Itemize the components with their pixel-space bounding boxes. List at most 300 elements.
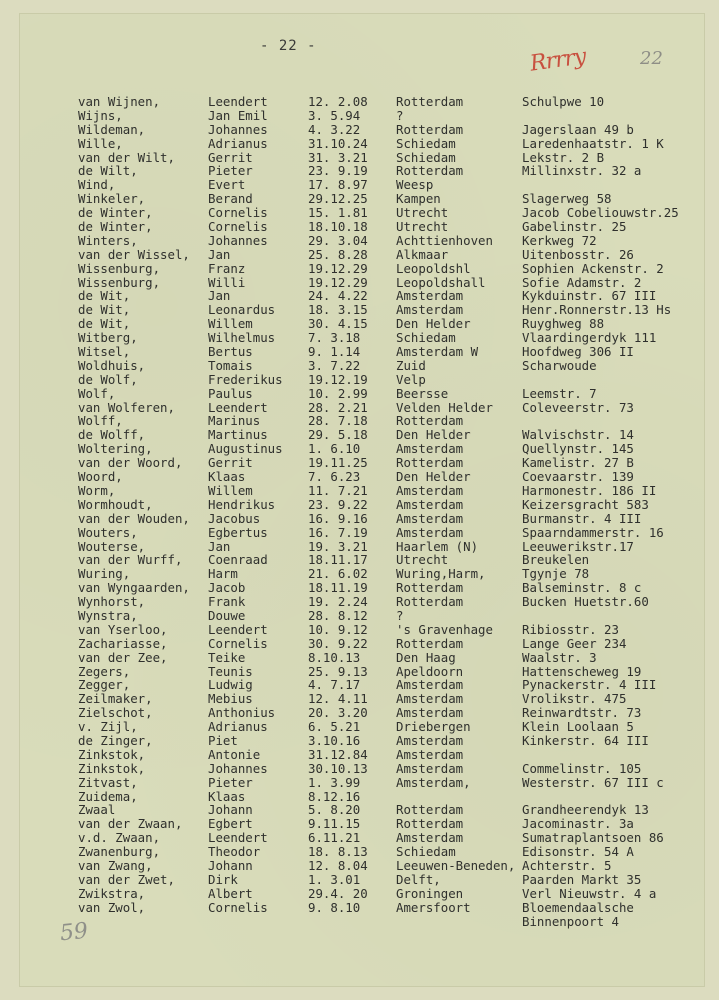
place-cell: Den Helder [396, 316, 471, 332]
place-cell: Haarlem (N) [396, 538, 479, 554]
list-row [78, 427, 698, 441]
given-name-cell: Teike [208, 649, 246, 665]
birth-date-cell: 17. 8.97 [308, 177, 368, 193]
list-row [78, 177, 698, 191]
surname-cell: Wouterse, [78, 538, 146, 554]
given-name-cell: Marinus [208, 413, 261, 429]
place-cell: Rotterdam [396, 94, 464, 109]
address-cell: Sofie Adamstr. 2 [522, 274, 642, 290]
given-name-cell: Ludwig [208, 677, 253, 693]
given-name-cell: Evert [208, 177, 246, 193]
list-row [78, 761, 698, 775]
given-name-cell: Gerrit [208, 149, 253, 165]
place-cell: Den Helder [396, 427, 471, 443]
place-cell: Schiedam [396, 844, 456, 860]
surname-cell: Wynstra, [78, 607, 138, 623]
given-name-cell: Johann [208, 802, 253, 818]
surname-cell: Zegers, [78, 663, 131, 679]
surname-cell: van der Wouden, [78, 510, 190, 526]
birth-date-cell: 23. 9.22 [308, 496, 368, 512]
address-cell: Bloemendaalsche [522, 899, 634, 915]
birth-date-cell: 12. 2.08 [308, 94, 368, 109]
surname-cell: Wouters, [78, 524, 138, 540]
list-row [78, 261, 698, 275]
place-cell: Beersse [396, 385, 449, 401]
given-name-cell: Coenraad [208, 552, 268, 568]
document-page [20, 14, 704, 986]
surname-cell: Wille, [78, 135, 123, 151]
birth-date-cell: 19.11.25 [308, 455, 368, 471]
birth-date-cell: 11. 7.21 [308, 482, 368, 498]
birth-date-cell: 6.11.21 [308, 830, 361, 846]
birth-date-cell: 28. 8.12 [308, 607, 368, 623]
list-row [78, 844, 698, 858]
birth-date-cell: 5. 8.20 [308, 802, 361, 818]
list-row [78, 288, 698, 302]
address-cell: Tgynje 78 [522, 566, 590, 582]
given-name-cell: Adrianus [208, 135, 268, 151]
address-cell: Spaarndammerstr. 16 [522, 524, 664, 540]
surname-cell: de Wolf, [78, 371, 138, 387]
list-row [78, 122, 698, 136]
surname-cell: Zachariasse, [78, 635, 168, 651]
given-name-cell: Harm [208, 566, 238, 582]
surname-cell: Wind, [78, 177, 116, 193]
given-name-cell: Leendert [208, 830, 268, 846]
birth-date-cell: 8.10.13 [308, 649, 361, 665]
place-cell: Amsterdam [396, 760, 464, 776]
list-row [78, 330, 698, 344]
birth-date-cell: 10. 2.99 [308, 385, 368, 401]
given-name-cell: Albert [208, 885, 253, 901]
surname-cell: Zeilmaker, [78, 691, 153, 707]
given-name-cell: Adrianus [208, 719, 268, 735]
address-cell: Slagerweg 58 [522, 191, 612, 207]
birth-date-cell: 4. 7.17 [308, 677, 361, 693]
list-row [78, 691, 698, 705]
place-cell: ? [396, 107, 404, 123]
surname-cell: de Winter, [78, 205, 153, 221]
list-row [78, 455, 698, 469]
list-row [78, 872, 698, 886]
surname-cell: Witberg, [78, 330, 138, 346]
address-cell: Leeuwerikstr.17 [522, 538, 634, 554]
list-row [78, 650, 698, 664]
list-row [78, 163, 698, 177]
address-cell: Achterstr. 5 [522, 857, 612, 873]
birth-date-cell: 9.11.15 [308, 816, 361, 832]
surname-cell: de Wit, [78, 316, 131, 332]
given-name-cell: Egbert [208, 816, 253, 832]
birth-date-cell: 24. 4.22 [308, 288, 368, 304]
given-name-cell: Anthonius [208, 705, 276, 721]
address-cell: Burmanstr. 4 III [522, 510, 642, 526]
place-cell: Amersfoort [396, 899, 471, 915]
address-cell: Waalstr. 3 [522, 649, 597, 665]
list-row [78, 469, 698, 483]
birth-date-cell: 4. 3.22 [308, 121, 361, 137]
given-name-cell: Bertus [208, 344, 253, 360]
given-name-cell: Frederikus [208, 371, 283, 387]
list-row [78, 539, 698, 553]
surname-cell: Zinkstok, [78, 746, 146, 762]
birth-date-cell: 8.12.16 [308, 788, 361, 804]
list-row [78, 150, 698, 164]
birth-date-cell: 3. 5.94 [308, 107, 361, 123]
given-name-cell: Cornelis [208, 899, 268, 915]
birth-date-cell: 30. 9.22 [308, 635, 368, 651]
list-row [78, 886, 698, 900]
given-name-cell: Egbertus [208, 524, 268, 540]
place-cell: Utrecht [396, 205, 449, 221]
address-cell: Jacob Cobeliouwstr.25 [522, 205, 679, 221]
list-row [78, 636, 698, 650]
surname-cell: v. Zijl, [78, 719, 138, 735]
address-cell: Kerkweg 72 [522, 232, 597, 248]
surname-cell: Wildeman, [78, 121, 146, 137]
place-cell: Amsterdam [396, 441, 464, 457]
surname-cell: Zinkstok, [78, 760, 146, 776]
list-row [78, 816, 698, 830]
surname-cell: Witsel, [78, 344, 131, 360]
place-cell: ? [396, 607, 404, 623]
list-row [78, 622, 698, 636]
list-row [78, 94, 698, 108]
place-cell: Rotterdam [396, 594, 464, 610]
address-cell: Hoofdweg 306 II [522, 344, 634, 360]
place-cell: Velp [396, 371, 426, 387]
list-row [78, 525, 698, 539]
given-name-cell: Pieter [208, 163, 253, 179]
surname-cell: Wynhorst, [78, 594, 146, 610]
address-cell: Pynackerstr. 4 III [522, 677, 657, 693]
surname-cell: Zielschot, [78, 705, 153, 721]
given-name-cell: Theodor [208, 844, 261, 860]
place-cell: Groningen [396, 885, 464, 901]
list-row [78, 830, 698, 844]
address-cell: Walvischstr. 14 [522, 427, 634, 443]
given-name-cell: Leendert [208, 94, 268, 109]
birth-date-cell: 28. 2.21 [308, 399, 368, 415]
given-name-cell: Johannes [208, 760, 268, 776]
given-name-cell: Paulus [208, 385, 253, 401]
list-row [78, 302, 698, 316]
given-name-cell: Pieter [208, 774, 253, 790]
birth-date-cell: 21. 6.02 [308, 566, 368, 582]
address-cell: Klein Loolaan 5 [522, 719, 634, 735]
birth-date-cell: 29. 3.04 [308, 232, 368, 248]
given-name-cell: Wilhelmus [208, 330, 276, 346]
birth-date-cell: 19. 2.24 [308, 594, 368, 610]
place-cell: Amsterdam [396, 496, 464, 512]
address-cell: Paarden Markt 35 [522, 871, 642, 887]
given-name-cell: Douwe [208, 607, 246, 623]
place-cell: Delft, [396, 871, 441, 887]
address-cell: Jagerslaan 49 b [522, 121, 634, 137]
address-cell: Commelinstr. 105 [522, 760, 642, 776]
list-row [78, 441, 698, 455]
place-cell: Amsterdam [396, 746, 464, 762]
place-cell: Rotterdam [396, 121, 464, 137]
place-cell: Achttienhoven [396, 232, 493, 248]
surname-cell: de Wit, [78, 302, 131, 318]
given-name-cell: Tomais [208, 357, 253, 373]
birth-date-cell: 6. 5.21 [308, 719, 361, 735]
given-name-cell: Jacob [208, 580, 246, 596]
place-cell: Amsterdam [396, 705, 464, 721]
place-cell: Driebergen [396, 719, 471, 735]
given-name-cell: Augustinus [208, 441, 283, 457]
place-cell: Velden Helder [396, 399, 493, 415]
surname-cell: de Zinger, [78, 732, 153, 748]
address-cell: Lange Geer 234 [522, 635, 627, 651]
list-row [78, 677, 698, 691]
list-row [78, 511, 698, 525]
birth-date-cell: 18. 3.15 [308, 302, 368, 318]
address-cell: Scharwoude [522, 357, 597, 373]
list-row [78, 372, 698, 386]
list-row [78, 136, 698, 150]
list-row [78, 608, 698, 622]
given-name-cell: Willi [208, 274, 246, 290]
given-name-cell: Jacobus [208, 510, 261, 526]
list-row [78, 914, 698, 928]
place-cell: Amsterdam [396, 510, 464, 526]
list-row [78, 219, 698, 233]
surname-cell: van Wyngaarden, [78, 580, 190, 596]
address-cell: Westerstr. 67 III c [522, 774, 664, 790]
address-cell: Grandheerendyk 13 [522, 802, 649, 818]
place-cell: Rotterdam [396, 580, 464, 596]
given-name-cell: Klaas [208, 788, 246, 804]
place-cell: Amsterdam [396, 691, 464, 707]
list-row [78, 247, 698, 261]
list-row [78, 233, 698, 247]
birth-date-cell: 1. 3.99 [308, 774, 361, 790]
list-row [78, 802, 698, 816]
birth-date-cell: 12. 8.04 [308, 857, 368, 873]
place-cell: Amsterdam [396, 732, 464, 748]
birth-date-cell: 25. 8.28 [308, 246, 368, 262]
given-name-cell: Johann [208, 857, 253, 873]
birth-date-cell: 7. 3.18 [308, 330, 361, 346]
place-cell: Leeuwen-Beneden, [396, 857, 516, 873]
given-name-cell: Cornelis [208, 205, 268, 221]
list-row [78, 316, 698, 330]
surname-cell: Woltering, [78, 441, 153, 457]
given-name-cell: Jan Emil [208, 107, 268, 123]
address-cell: Leemstr. 7 [522, 385, 597, 401]
address-cell: Binnenpoort 4 [522, 913, 619, 929]
surname-cell: Woord, [78, 469, 123, 485]
birth-date-cell: 31.10.24 [308, 135, 368, 151]
list-row [78, 733, 698, 747]
surname-cell: Wissenburg, [78, 260, 161, 276]
given-name-cell: Johannes [208, 232, 268, 248]
list-row [78, 205, 698, 219]
place-cell: Utrecht [396, 219, 449, 235]
given-name-cell: Leendert [208, 621, 268, 637]
birth-date-cell: 18. 8.13 [308, 844, 368, 860]
birth-date-cell: 19.12.29 [308, 260, 368, 276]
surname-cell: Zwikstra, [78, 885, 146, 901]
address-cell: Henr.Ronnerstr.13 Hs [522, 302, 672, 318]
given-name-cell: Martinus [208, 427, 268, 443]
address-cell: Lekstr. 2 B [522, 149, 605, 165]
place-cell: Rotterdam [396, 455, 464, 471]
list-row [78, 900, 698, 914]
name-list [78, 94, 698, 927]
address-cell: Millinxstr. 32 a [522, 163, 642, 179]
address-cell: Kykduinstr. 67 III [522, 288, 657, 304]
surname-cell: van Wolferen, [78, 399, 175, 415]
surname-cell: Worm, [78, 482, 116, 498]
birth-date-cell: 30. 4.15 [308, 316, 368, 332]
list-row [78, 497, 698, 511]
surname-cell: van der Zwet, [78, 871, 175, 887]
birth-date-cell: 18.11.19 [308, 580, 368, 596]
list-row [78, 400, 698, 414]
birth-date-cell: 29.4. 20 [308, 885, 368, 901]
given-name-cell: Jan [208, 246, 231, 262]
place-cell: Rotterdam [396, 413, 464, 429]
place-cell: Apeldoorn [396, 663, 464, 679]
surname-cell: van der Wissel, [78, 246, 190, 262]
surname-cell: Zegger, [78, 677, 131, 693]
birth-date-cell: 19.12.19 [308, 371, 368, 387]
place-cell: Amsterdam [396, 288, 464, 304]
surname-cell: van der Zee, [78, 649, 168, 665]
surname-cell: de Wilt, [78, 163, 138, 179]
place-cell: Rotterdam [396, 816, 464, 832]
place-cell: Rotterdam [396, 163, 464, 179]
page-number: - 22 - [260, 38, 317, 54]
list-row [78, 858, 698, 872]
surname-cell: van der Woord, [78, 455, 183, 471]
birth-date-cell: 29.12.25 [308, 191, 368, 207]
birth-date-cell: 18.10.18 [308, 219, 368, 235]
list-row [78, 705, 698, 719]
given-name-cell: Teunis [208, 663, 253, 679]
place-cell: Wuring,Harm, [396, 566, 486, 582]
surname-cell: Zitvast, [78, 774, 138, 790]
birth-date-cell: 9. 1.14 [308, 344, 361, 360]
address-cell: Keizersgracht 583 [522, 496, 649, 512]
birth-date-cell: 31. 3.21 [308, 149, 368, 165]
list-row [78, 108, 698, 122]
list-row [78, 775, 698, 789]
given-name-cell: Franz [208, 260, 246, 276]
surname-cell: Winters, [78, 232, 138, 248]
list-row [78, 552, 698, 566]
given-name-cell: Johannes [208, 121, 268, 137]
place-cell: Amsterdam [396, 830, 464, 846]
surname-cell: Wijns, [78, 107, 123, 123]
surname-cell: Zuidema, [78, 788, 138, 804]
list-row [78, 580, 698, 594]
given-name-cell: Cornelis [208, 635, 268, 651]
list-row [78, 413, 698, 427]
surname-cell: Zwaal [78, 802, 116, 818]
address-cell: Reinwardtstr. 73 [522, 705, 642, 721]
given-name-cell: Mebius [208, 691, 253, 707]
list-row [78, 386, 698, 400]
address-cell: Gabelinstr. 25 [522, 219, 627, 235]
margin-pencil-mark: 59 [58, 918, 90, 947]
place-cell: Rotterdam [396, 802, 464, 818]
list-row [78, 191, 698, 205]
birth-date-cell: 3. 7.22 [308, 357, 361, 373]
place-cell: Alkmaar [396, 246, 449, 262]
address-cell: Ruyghweg 88 [522, 316, 605, 332]
address-cell: Laredenhaatstr. 1 K [522, 135, 664, 151]
surname-cell: Wolf, [78, 385, 116, 401]
place-cell: Leopoldshall [396, 274, 486, 290]
address-cell: Bucken Huetstr.60 [522, 594, 649, 610]
given-name-cell: Cornelis [208, 219, 268, 235]
surname-cell: Wuring, [78, 566, 131, 582]
red-stamp-annotation: Rrrry [528, 44, 588, 77]
place-cell: Amsterdam [396, 524, 464, 540]
address-cell: Coevaarstr. 139 [522, 469, 634, 485]
place-cell: Schiedam [396, 330, 456, 346]
birth-date-cell: 18.11.17 [308, 552, 368, 568]
address-cell: Kinkerstr. 64 III [522, 732, 649, 748]
address-cell: Jacominastr. 3a [522, 816, 634, 832]
birth-date-cell: 12. 4.11 [308, 691, 368, 707]
birth-date-cell: 16. 9.16 [308, 510, 368, 526]
surname-cell: Wormhoudt, [78, 496, 153, 512]
list-row [78, 358, 698, 372]
given-name-cell: Willem [208, 482, 253, 498]
list-row [78, 594, 698, 608]
place-cell: 's Gravenhage [396, 621, 493, 637]
address-cell: Sumatraplantsoen 86 [522, 830, 664, 846]
list-row [78, 275, 698, 289]
place-cell: Rotterdam [396, 635, 464, 651]
address-cell: Uitenbosstr. 26 [522, 246, 634, 262]
surname-cell: van der Wilt, [78, 149, 175, 165]
birth-date-cell: 25. 9.13 [308, 663, 368, 679]
surname-cell: van der Zwaan, [78, 816, 183, 832]
surname-cell: Winkeler, [78, 191, 146, 207]
address-cell: Vlaardingerdyk 111 [522, 330, 657, 346]
pencil-page-number: 22 [640, 48, 663, 69]
place-cell: Den Haag [396, 649, 456, 665]
birth-date-cell: 30.10.13 [308, 760, 368, 776]
birth-date-cell: 19. 3.21 [308, 538, 368, 554]
birth-date-cell: 1. 6.10 [308, 441, 361, 457]
list-row [78, 344, 698, 358]
address-cell: Quellynstr. 145 [522, 441, 634, 457]
address-cell: Ribiosstr. 23 [522, 621, 619, 637]
birth-date-cell: 16. 7.19 [308, 524, 368, 540]
given-name-cell: Leonardus [208, 302, 276, 318]
place-cell: Amsterdam [396, 677, 464, 693]
place-cell: Kampen [396, 191, 441, 207]
given-name-cell: Dirk [208, 871, 238, 887]
surname-cell: Wissenburg, [78, 274, 161, 290]
surname-cell: van Yserloo, [78, 621, 168, 637]
surname-cell: de Wolff, [78, 427, 146, 443]
surname-cell: Zwanenburg, [78, 844, 161, 860]
birth-date-cell: 29. 5.18 [308, 427, 368, 443]
address-cell: Hattenscheweg 19 [522, 663, 642, 679]
birth-date-cell: 19.12.29 [308, 274, 368, 290]
given-name-cell: Piet [208, 732, 238, 748]
place-cell: Amsterdam W [396, 344, 479, 360]
address-cell: Edisonstr. 54 A [522, 844, 634, 860]
